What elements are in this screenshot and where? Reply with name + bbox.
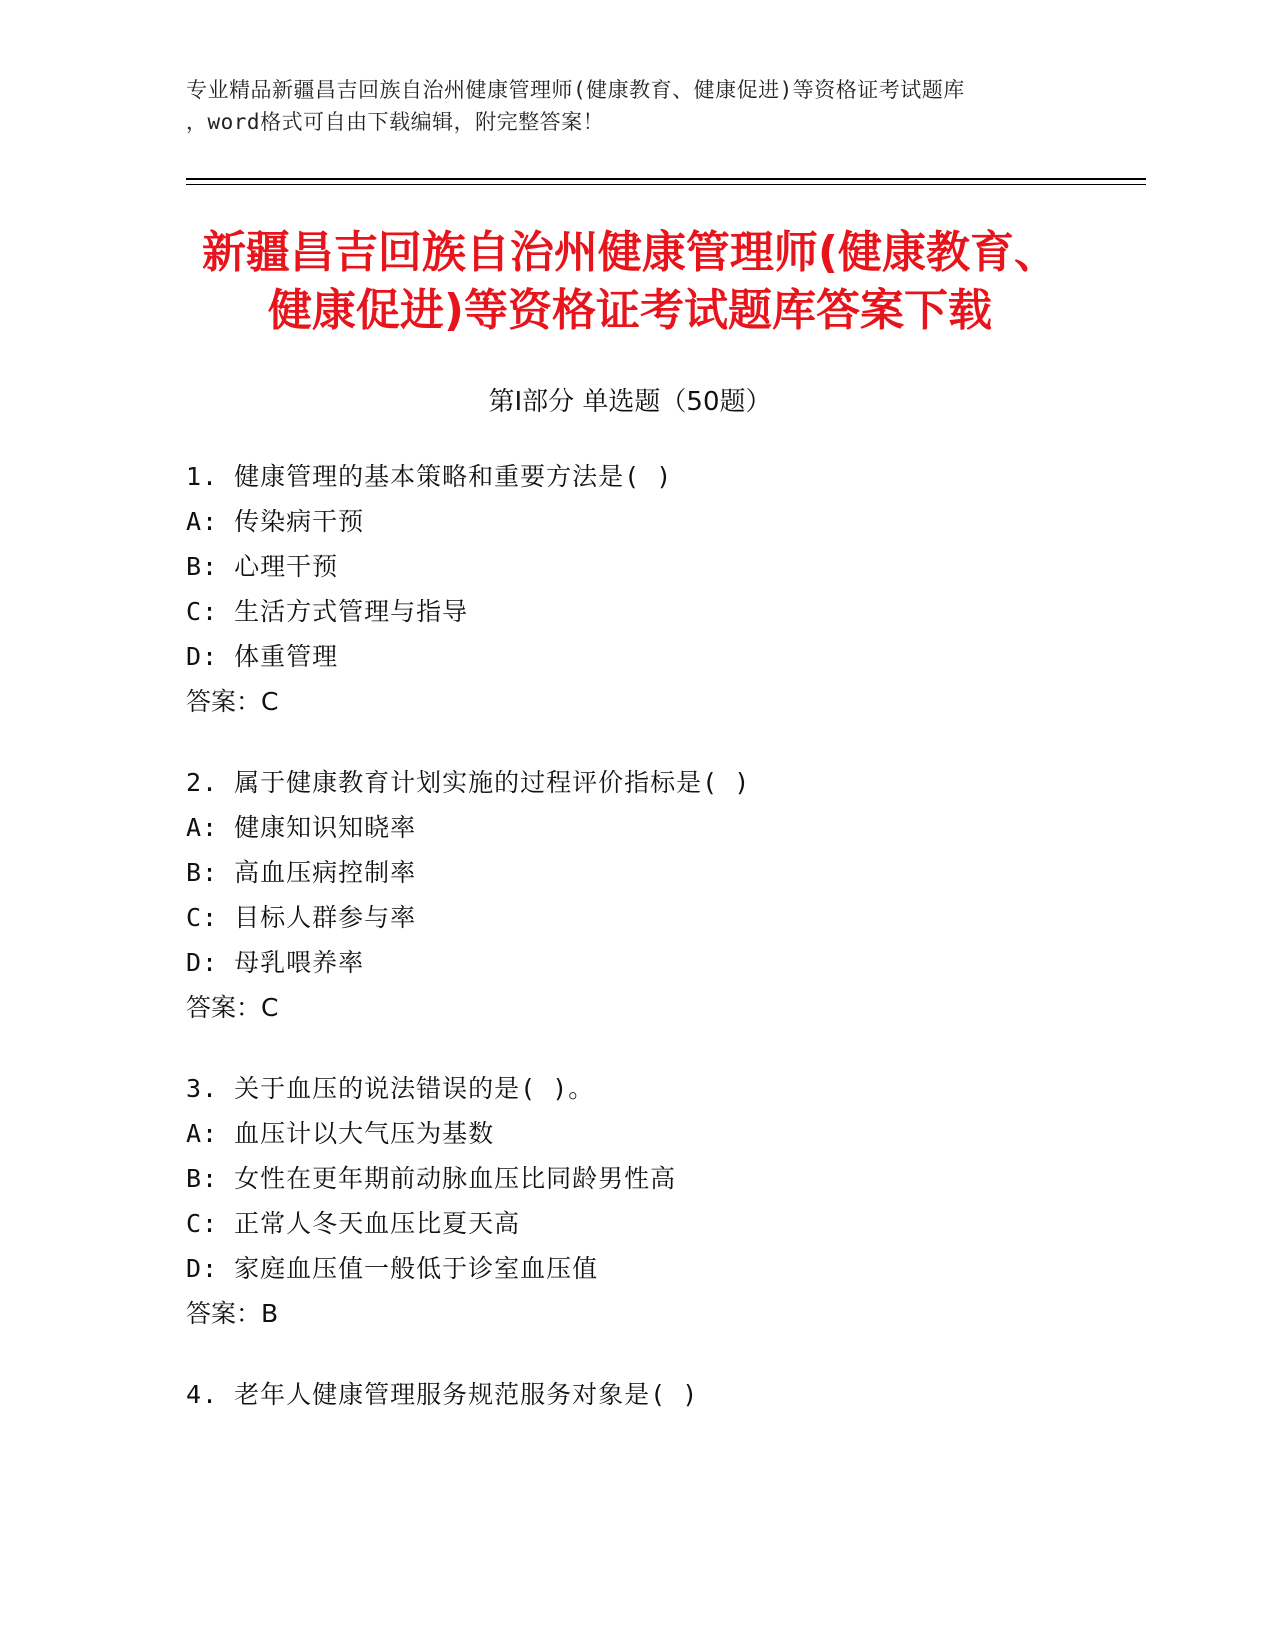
option-b: B: 心理干预 xyxy=(186,552,339,581)
answer: 答案：C xyxy=(186,687,279,716)
question-stem: 4. 老年人健康管理服务规范服务对象是( ) xyxy=(186,1380,699,1409)
option-a: A: 血压计以大气压为基数 xyxy=(186,1119,495,1148)
question-2 xyxy=(186,760,1146,1030)
question-3 xyxy=(186,1066,1146,1336)
option-a: A: 传染病干预 xyxy=(186,507,365,536)
header-note-line-1: 专业精品新疆昌吉回族自治州健康管理师(健康教育、健康促进)等资格证考试题库 xyxy=(186,78,965,102)
header-note-line-2: ，word格式可自由下载编辑，附完整答案！ xyxy=(186,110,605,134)
question-1 xyxy=(186,454,1146,724)
section-heading: 第Ⅰ部分 单选题（50题） xyxy=(488,387,772,417)
answer: 答案：B xyxy=(186,1299,279,1328)
question-stem: 1. 健康管理的基本策略和重要方法是( ) xyxy=(186,462,673,491)
option-d: D: 家庭血压值一般低于诊室血压值 xyxy=(186,1254,599,1283)
option-c: C: 目标人群参与率 xyxy=(186,903,417,932)
option-d: D: 母乳喂养率 xyxy=(186,948,365,977)
option-d: D: 体重管理 xyxy=(186,642,339,671)
header-divider-thin xyxy=(186,184,1146,185)
option-b: B: 女性在更年期前动脉血压比同龄男性高 xyxy=(186,1164,677,1193)
header-note xyxy=(186,74,1146,138)
question-stem: 3. 关于血压的说法错误的是( )。 xyxy=(186,1074,595,1103)
question-4 xyxy=(186,1372,1146,1417)
option-b: B: 高血压病控制率 xyxy=(186,858,417,887)
answer: 答案：C xyxy=(186,993,279,1022)
option-c: C: 正常人冬天血压比夏天高 xyxy=(186,1209,521,1238)
option-c: C: 生活方式管理与指导 xyxy=(186,597,469,626)
document-title-line-1: 新疆昌吉回族自治州健康管理师(健康教育、 xyxy=(201,227,1059,278)
option-a: A: 健康知识知晓率 xyxy=(186,813,417,842)
document-title-line-2: 健康促进)等资格证考试题库答案下载 xyxy=(267,285,993,336)
document-title xyxy=(150,224,1110,340)
question-stem: 2. 属于健康教育计划实施的过程评价指标是( ) xyxy=(186,768,751,797)
header-divider-thick xyxy=(186,178,1146,180)
